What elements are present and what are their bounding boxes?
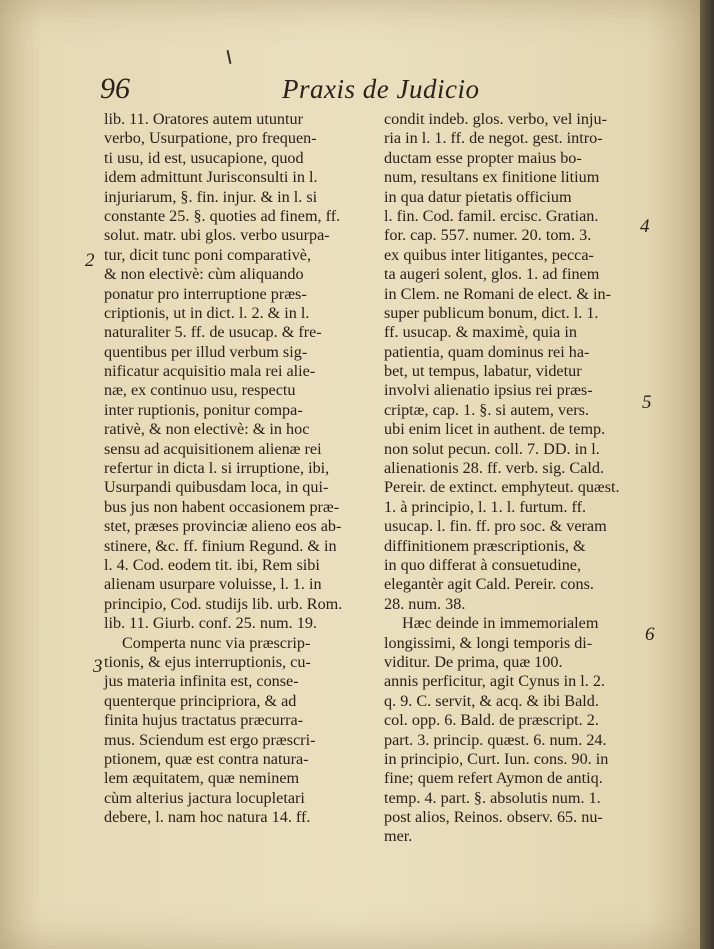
text-line: debere, l. nam hoc natura 14. ff. <box>104 808 311 827</box>
margin-number: 2 <box>85 250 95 271</box>
text-line: idem admittunt Jurisconsulti in l. <box>104 168 318 187</box>
text-line: elegantèr agit Cald. Pereir. cons. <box>384 575 594 594</box>
text-line: Usurpandi quibusdam loca, in qui- <box>104 478 329 497</box>
text-line: l. fin. Cod. famil. ercisc. Gratian. <box>384 206 599 225</box>
text-line: quenterque principriora, & ad <box>104 691 297 710</box>
text-line: diffinitionem præscriptionis, & <box>384 536 586 555</box>
text-line: & non electivè: cùm aliquando <box>104 265 304 284</box>
text-line: longissimi, & longi temporis di- <box>384 633 593 652</box>
margin-number: 5 <box>642 392 652 413</box>
text-line: cùm alterius jactura locupletari <box>104 788 305 807</box>
text-line: num, resultans ex finitione litium <box>384 168 600 187</box>
text-line: ubi enim licet in authent. de temp. <box>384 420 606 439</box>
text-line: post alios, Reinos. observ. 65. nu- <box>384 808 603 827</box>
text-line: criptionis, ut in dict. l. 2. & in l. <box>104 303 310 322</box>
text-line: alienationis 28. ff. verb. sig. Cald. <box>384 459 604 478</box>
text-line: patientia, quam dominus rei ha- <box>384 342 590 361</box>
text-line: usucap. l. fin. ff. pro soc. & veram <box>384 517 607 536</box>
text-line: sensu ad acquisitionem alienæ rei <box>104 439 322 458</box>
text-line: refertur in dicta l. si irruptione, ibi, <box>104 459 330 478</box>
text-line: Comperta nunc via præscrip- <box>122 633 311 652</box>
text-line: solut. matr. ubi glos. verbo usurpa- <box>104 226 330 245</box>
text-line: stinere, &c. ff. finium Regund. & in <box>104 536 337 555</box>
text-line: ta augeri solent, glos. 1. ad finem <box>384 265 600 284</box>
text-line: ti usu, id est, usucapione, quod <box>104 148 304 167</box>
text-line: stet, præses provinciæ alieno eos ab- <box>104 517 342 536</box>
text-line: viditur. De prima, quæ 100. <box>384 652 563 671</box>
text-line: super publicum bonum, dict. l. 1. <box>384 303 599 322</box>
text-line: condit indeb. glos. verbo, vel inju- <box>384 110 607 128</box>
text-line: in quo differat à consuetudine, <box>384 555 582 574</box>
text-line: ria in l. 1. ff. de negot. gest. intro- <box>384 129 603 148</box>
text-line: mus. Sciendum est ergo præscri- <box>104 730 316 749</box>
text-line: in qua datur pietatis officium <box>384 187 572 206</box>
page-header <box>0 72 700 112</box>
text-line: constante 25. §. quoties ad finem, ff. <box>104 206 341 225</box>
text-line: 28. num. 38. <box>384 594 466 613</box>
page-number: 96 <box>100 72 130 105</box>
running-title: Praxis de Judicio <box>282 74 480 104</box>
text-line: alienam usurpare voluisse, l. 1. in <box>104 575 322 594</box>
margin-number: 6 <box>645 624 655 645</box>
text-line: in principio, Curt. Iun. cons. 90. in <box>384 749 609 768</box>
right-text-column <box>384 110 638 847</box>
text-line: temp. 4. part. §. absolutis num. 1. <box>384 788 601 807</box>
text-line: annis perficitur, agit Cynus in l. 2. <box>384 672 605 691</box>
left-text-column <box>104 110 366 827</box>
text-line: injuriarum, §. fin. injur. & in l. si <box>104 187 318 206</box>
text-line: fine; quem refert Aymon de antiq. <box>384 769 603 788</box>
text-line: in Clem. ne Romani de elect. & in- <box>384 284 612 303</box>
text-line: nificatur acquisitio mala rei alie- <box>104 362 316 381</box>
text-line: naturaliter 5. ff. de usucap. & fre- <box>104 323 322 342</box>
margin-number: 4 <box>640 216 650 237</box>
text-line: ptionem, quæ est contra natura- <box>104 749 309 768</box>
text-line: q. 9. C. servit, & acq. & ibi Bald. <box>384 691 599 710</box>
text-line: lem æquitatem, quæ neminem <box>104 769 300 788</box>
text-line: inter ruptionis, ponitur compa- <box>104 400 303 419</box>
text-line: 1. à principio, l. 1. l. furtum. ff. <box>384 497 587 516</box>
text-line: involvi alienatio ipsius rei præs- <box>384 381 593 400</box>
text-line: l. 4. Cod. eodem tit. ibi, Rem sibi <box>104 555 320 574</box>
ink-mark <box>227 50 232 64</box>
book-edge <box>700 0 714 949</box>
text-line: rativè, & non electivè: & in hoc <box>104 420 310 439</box>
margin-number: 3 <box>93 656 103 677</box>
text-line: tionis, & ejus interruptionis, cu- <box>104 652 311 671</box>
text-line: finita hujus tractatus præcurra- <box>104 711 304 730</box>
text-line: lib. 11. Oratores autem utuntur <box>104 110 303 128</box>
text-line: non solut pecun. coll. 7. DD. in l. <box>384 439 600 458</box>
text-line: mer. <box>384 827 413 846</box>
text-line: ex quibus inter litigantes, pecca- <box>384 245 594 264</box>
text-line: ponatur pro interruptione præs- <box>104 284 307 303</box>
text-line: tur, dicit tunc poni comparativè, <box>104 245 312 264</box>
text-line: criptæ, cap. 1. §. si autem, vers. <box>384 400 589 419</box>
text-line: jus materia infinita est, conse- <box>104 672 299 691</box>
text-line: principio, Cod. studijs lib. urb. Rom. <box>104 594 343 613</box>
text-line: bet, ut tempus, labatur, videtur <box>384 362 582 381</box>
text-line: næ, ex continuo usu, respectu <box>104 381 296 400</box>
text-line: for. cap. 557. numer. 20. tom. 3. <box>384 226 592 245</box>
text-line: Hæc deinde in immemorialem <box>402 614 599 633</box>
text-line: ff. usucap. & maximè, quia in <box>384 323 578 342</box>
text-line: lib. 11. Giurb. conf. 25. num. 19. <box>104 614 317 633</box>
text-line: quentibus per illud verbum sig- <box>104 342 308 361</box>
text-line: part. 3. princip. quæst. 6. num. 24. <box>384 730 607 749</box>
text-line: bus jus non habent occasionem præ- <box>104 497 340 516</box>
text-line: ductam esse propter maius bo- <box>384 148 582 167</box>
text-line: Pereir. de extinct. emphyteut. quæst. <box>384 478 620 497</box>
text-line: col. opp. 6. Bald. de præscript. 2. <box>384 711 599 730</box>
text-line: verbo, Usurpatione, pro frequen- <box>104 129 317 148</box>
